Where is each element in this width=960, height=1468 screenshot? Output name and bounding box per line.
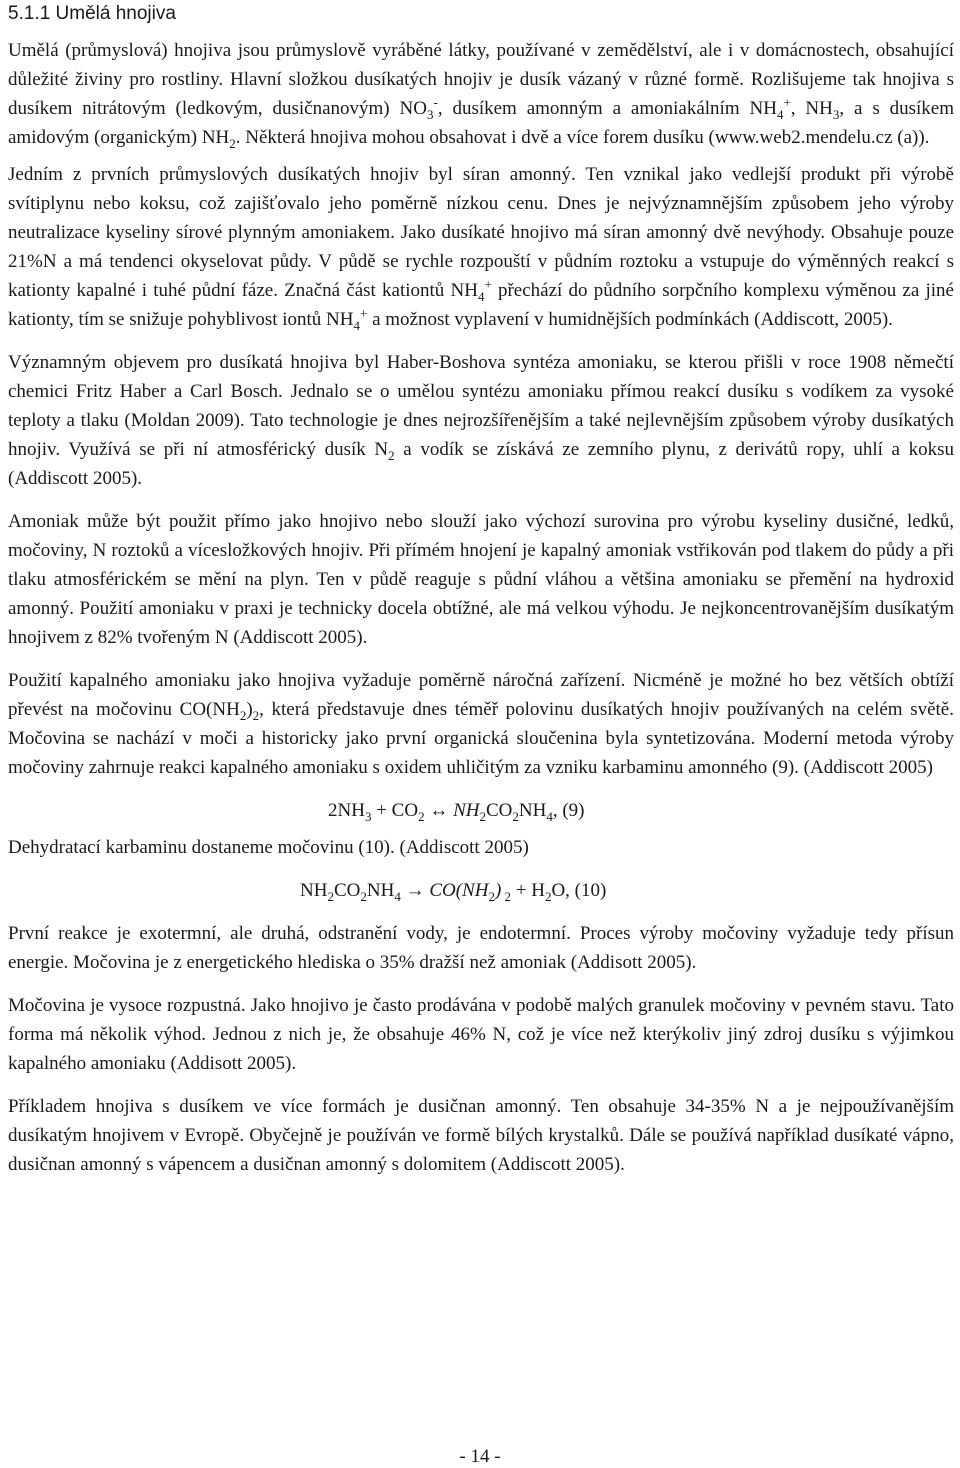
eq-arrow: → xyxy=(400,880,430,901)
subscript: 3 xyxy=(364,808,372,824)
subscript: 2 xyxy=(388,447,395,463)
text-run: a možnost vyplavení v humidnějších podmínkách (Addiscott, 2005). xyxy=(367,309,893,330)
subscript: 3 xyxy=(426,106,434,122)
eq-term: NH xyxy=(366,880,395,901)
subscript: 2 xyxy=(229,135,236,151)
paragraph-intro xyxy=(8,36,954,152)
text-run: Jedním z prvních průmyslových dusíkatých hnojiv byl síran amonný. Ten vznikal jako vedlejší produkt při výrobě svítiplynu nebo koksu, což zajišťovalo jeho poměrně nízkou cenu. Dnes je nejvýznamnějším způsobem jeho výroby neutralizace kyseliny sírové plynným amoniakem. Jako dusíkaté hnojivo má síran amonný dvě nevýhody. Obsahuje pouze 21%N a má tendenci okyselovat půdy. V půdě se rychle rozpouští v půdním roztoku a vstupuje do výměnných reakcí s kationty kapalné i tuhé půdní fáze. Značná část kationtů NH xyxy=(8,164,954,301)
eq-term: CO(NH xyxy=(429,880,489,901)
eq-term: , (9) xyxy=(552,800,585,821)
text-run: Umělá (průmyslová) hnojiva jsou průmyslově vyráběné látky, používané v zemědělství, ale i v domácnostech, obsahující důležité živiny pro rostliny. Hlavní složkou dusíkatých hnojiv je dusík vázaný v různé formě. Rozlišujeme tak hnojiva s dusíkem nitrátovým (ledkovým, dusičnanovým) NO xyxy=(8,40,954,119)
subscript: 4 xyxy=(353,317,360,333)
eq-term: NH xyxy=(518,800,547,821)
text-run: , která představuje dnes téměř polovinu dusíkatých hnojiv používaných na celém světě. Močovina se nachází v moči a historicky jako první organická sloučenina byla syntetizována. Moderní metoda výroby močoviny zahrnuje reakci kapalného amoniaku s oxidem uhličitým za vzniku karbaminu amonného (9). (Addiscott 2005) xyxy=(8,699,954,778)
document-page xyxy=(8,0,954,1179)
text-run: , NH xyxy=(790,98,833,119)
eq-arrow: ↔ xyxy=(424,800,454,821)
superscript: + xyxy=(484,276,492,292)
subscript: 4 xyxy=(546,808,553,824)
subscript: 2 xyxy=(360,888,367,904)
subscript: 4 xyxy=(394,888,401,904)
eq-term: 2NH xyxy=(328,800,365,821)
paragraph-urea xyxy=(8,666,954,782)
subscript: 2 xyxy=(418,808,425,824)
subscript: 2 xyxy=(252,707,260,723)
text-run: přechází do půdního sorpčního komplexu výměnou za jiné kationty, tím se snižuje pohyblivost iontů NH xyxy=(8,280,954,330)
equation-intro: Dehydratací karbaminu dostaneme močovinu (10). (Addiscott 2005) xyxy=(8,837,529,858)
equation-10 xyxy=(300,876,954,905)
eq-term: O, (10) xyxy=(551,880,607,901)
eq-term: CO xyxy=(333,880,361,901)
subscript: 2 xyxy=(479,808,486,824)
equation-9 xyxy=(328,796,954,825)
subscript: 3 xyxy=(832,106,840,122)
paragraph-sulfate xyxy=(8,160,954,334)
subscript: 2 xyxy=(501,888,512,904)
subscript: 4 xyxy=(477,288,485,304)
eq-term: + H xyxy=(511,880,545,901)
superscript: - xyxy=(433,94,438,110)
subscript: 2 xyxy=(239,707,247,723)
section-heading: 5.1.1 Umělá hnojiva xyxy=(8,3,176,24)
eq-term: + CO xyxy=(371,800,419,821)
text-run: a vodík se získává ze zemního plynu, z derivátů ropy, uhlí a koksu (Addiscott 2005). xyxy=(8,439,955,489)
text-run: . Některá hnojiva mohou obsahovat i dvě a více forem dusíku (www.web2.mendelu.cz (a)). xyxy=(235,127,930,148)
superscript: + xyxy=(783,94,791,110)
paragraph-solubility: Močovina je vysoce rozpustná. Jako hnojivo je často prodávána v podobě malých granulek močoviny v pevném stavu. Tato forma má několik výhod. Jednou z nich je, že obsahuje 46% N, což je více než kterýkoliv jiný zdroj dusíku s výjimkou kapalného amoniaku (Addisott 2005). xyxy=(8,995,954,1074)
text-run: , dusíkem amonným a amoniakálním NH xyxy=(437,98,777,119)
eq-term: NH xyxy=(300,880,328,901)
eq-term: NH xyxy=(453,800,480,821)
paragraph-haber-bosch xyxy=(8,348,954,493)
eq-term: CO xyxy=(485,800,513,821)
text-run: Použití kapalného amoniaku jako hnojiva vyžaduje poměrně náročná zařízení. Nicméně je možné ho bez větších obtíží převést na močovinu CO(NH xyxy=(8,670,954,720)
page-number: - 14 - xyxy=(459,1446,501,1467)
text-run: Významným objevem pro dusíkatá hnojiva byl Haber-Boshova syntéza amoniaku, se kterou přišli v roce 1908 němečtí chemici Fritz Haber a Carl Bosch. Jednalo se o umělou syntézu amoniaku přímou reakcí dusíku s vodíkem za vysoké teploty a tlaku (Moldan 2009). Tato technologie je dnes nejrozšířenějším a také nejlevnějším způsobem výroby dusíkatých hnojiv. Využívá se při ní atmosférický dusík N xyxy=(8,352,954,460)
subscript: 2 xyxy=(327,888,334,904)
text-run: , a s dusíkem amidovým (organickým) NH xyxy=(8,98,954,148)
paragraph-reaction: První reakce je exotermní, ale druhá, odstranění vody, je endotermní. Proces výroby močoviny vyžaduje tedy přísun energie. Močovina je z energetického hlediska o 35% dražší než amoniak (Addisott 2005). xyxy=(8,923,954,973)
subscript: 2 xyxy=(544,888,552,904)
paragraph-ammonium-nitrate: Příkladem hnojiva s dusíkem ve více formách je dusičnan amonný. Ten obsahuje 34-35% N a je nejpoužívanějším dusíkatým hnojivem v Evropě. Obyčejně je používán ve formě bílých krystalků. Dále se používá například dusíkaté vápno, dusičnan amonný s vápencem a dusičnan amonný s dolomitem (Addiscott 2005). xyxy=(8,1096,954,1175)
subscript: 2 xyxy=(488,888,495,904)
paragraph-ammonia: Amoniak může být použit přímo jako hnojivo nebo slouží jako výchozí surovina pro výrobu kyseliny dusičné, ledků, močoviny, N roztoků a vícesložkových hnojiv. Při přímém hnojení je kapalný amoniak vstřikován pod tlakem do půdy a při tlaku atmosférickém se mění na plyn. Ten v půdě reaguje s půdní vláhou a většina amoniaku se přemění na hydroxid amonný. Použití amoniaku v praxi je technicky docela obtížné, ale má velkou výhodu. Je nejkoncentrovanějším dusíkatým hnojivem z 82% tvořeným N (Addiscott 2005). xyxy=(8,511,954,648)
text-run: ) xyxy=(246,699,253,720)
superscript: + xyxy=(360,305,368,321)
subscript: 2 xyxy=(512,808,519,824)
eq-term: ) xyxy=(494,880,502,901)
subscript: 4 xyxy=(776,106,784,122)
